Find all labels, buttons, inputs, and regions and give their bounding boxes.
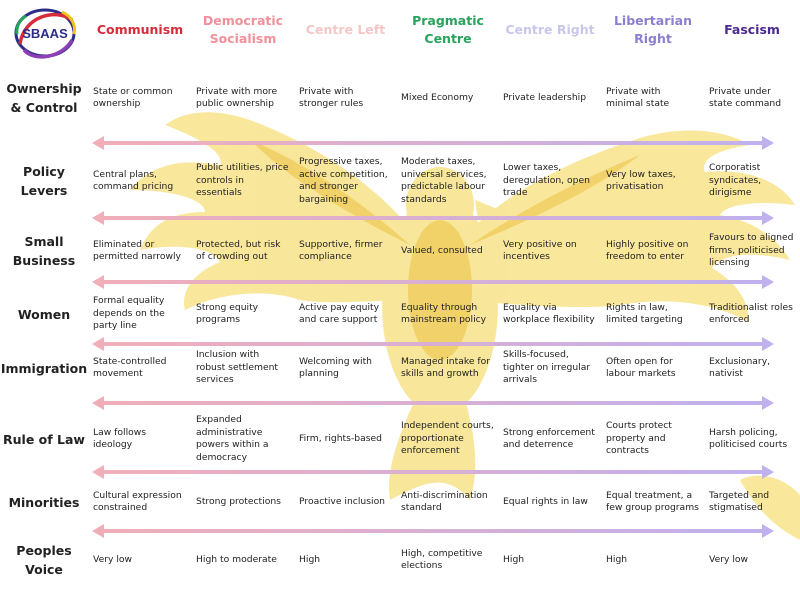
grid-cell: Cultural expression constrained bbox=[93, 489, 182, 513]
grid-cell: Independent courts, proportionate enforcement bbox=[401, 420, 494, 457]
grid-cell: Managed intake for skills and growth bbox=[401, 355, 491, 379]
row-label-small-business: Small Business bbox=[12, 234, 76, 268]
sbaas-logo-mark bbox=[12, 4, 78, 60]
grid-cell: Very low bbox=[709, 553, 749, 565]
grid-cell: State-controlled movement bbox=[93, 355, 167, 379]
grid-cell: High to moderate bbox=[196, 553, 277, 565]
grid-cell: Moderate taxes, universal services, predictable labour standards bbox=[401, 156, 487, 205]
grid-cell: High bbox=[503, 553, 525, 565]
grid-cell: Equality through mainstream policy bbox=[401, 301, 487, 325]
grid-cell: Courts protect property and contracts bbox=[606, 420, 672, 457]
grid-cell: Exclusionary, nativist bbox=[709, 355, 771, 379]
grid-cell: Very positive on incentives bbox=[503, 238, 577, 262]
sbaas-logo bbox=[12, 4, 78, 60]
grid-cell: Equal treatment, a few group programs bbox=[606, 489, 699, 513]
grid-cell: Strong equity programs bbox=[196, 301, 259, 325]
grid-cell: Private with stronger rules bbox=[299, 85, 364, 109]
grid-cell: Harsh policing, politicised courts bbox=[709, 426, 788, 450]
grid-cell: High, competitive elections bbox=[401, 547, 483, 571]
grid-cell: Eliminated or permitted narrowly bbox=[93, 238, 181, 262]
row-label-immigration: Immigration bbox=[0, 360, 88, 376]
grid-cell: Welcoming with planning bbox=[299, 355, 372, 379]
grid-cell: Mixed Economy bbox=[401, 91, 474, 103]
grid-cell: Private leadership bbox=[503, 91, 587, 103]
grid-cell: High bbox=[299, 553, 321, 565]
row-label-ownership-control: Ownership & Control bbox=[6, 81, 82, 115]
grid-cell: Equality via workplace flexibility bbox=[503, 301, 595, 325]
grid-cell: Law follows ideology bbox=[93, 426, 147, 450]
grid-cell: Private with more public ownership bbox=[196, 85, 278, 109]
grid-cell: Often open for labour markets bbox=[606, 355, 676, 379]
row-label-peoples-voice: Peoples Voice bbox=[16, 543, 72, 577]
grid-cell: High bbox=[606, 553, 628, 565]
logo-text: SBAAS bbox=[22, 26, 68, 41]
grid-cell: Traditionalist roles enforced bbox=[709, 301, 793, 325]
grid-cell: Active pay equity and care support bbox=[299, 301, 380, 325]
column-header-fascism: Fascism bbox=[724, 22, 780, 37]
grid-cell: Equal rights in law bbox=[503, 495, 588, 507]
grid-cell: Proactive inclusion bbox=[299, 495, 386, 507]
column-header-democratic-socialism: Democratic Socialism bbox=[202, 13, 284, 46]
grid-cell: Firm, rights-based bbox=[299, 432, 382, 444]
grid-cell: Public utilities, price controls in essentials bbox=[196, 162, 289, 199]
grid-cell: Inclusion with robust settlement services bbox=[196, 349, 279, 386]
row-label-minorities: Minorities bbox=[8, 494, 80, 510]
grid-cell: Valued, consulted bbox=[401, 244, 483, 256]
grid-cell: Formal equality depends on the party line bbox=[93, 295, 165, 332]
row-label-women: Women bbox=[17, 306, 71, 322]
grid-cell: Targeted and stigmatised bbox=[709, 489, 770, 513]
grid-cell: State or common ownership bbox=[93, 85, 173, 109]
grid-cell: Supportive, firmer compliance bbox=[299, 238, 383, 262]
grid-cell: Central plans, command pricing bbox=[93, 168, 174, 192]
grid-cell: Skills-focused, tighter on irregular arrivals bbox=[503, 349, 591, 386]
grid-cell: Private with minimal state bbox=[606, 85, 670, 109]
grid-cell: Highly positive on freedom to enter bbox=[606, 238, 689, 262]
grid-cell: Very low taxes, privatisation bbox=[606, 168, 676, 192]
row-label-policy-levers: Policy Levers bbox=[20, 164, 68, 198]
grid-cell: Private under state command bbox=[709, 85, 782, 109]
grid-cell: Strong protections bbox=[196, 495, 281, 507]
grid-cell: Rights in law, limited targeting bbox=[606, 301, 683, 325]
grid-cell: Favours to aligned firms, politicised licensing bbox=[709, 232, 794, 269]
grid-cell: Expanded administrative powers within a democracy bbox=[196, 414, 269, 463]
column-header-communism: Communism bbox=[96, 22, 184, 37]
grid-cell: Very low bbox=[93, 553, 133, 565]
row-label-rule-of-law: Rule of Law bbox=[3, 431, 85, 447]
column-header-centre-right: Centre Right bbox=[505, 22, 595, 37]
column-header-pragmatic-centre: Pragmatic Centre bbox=[412, 13, 484, 46]
grid-cell: Progressive taxes, active competition, and stronger bargaining bbox=[299, 156, 388, 205]
column-header-libertarian-right: Libertarian Right bbox=[613, 13, 693, 46]
grid-cell: Anti-discrimination standard bbox=[401, 489, 488, 513]
grid-cell: Strong enforcement and deterrence bbox=[503, 426, 595, 450]
column-header-centre-left: Centre Left bbox=[305, 22, 386, 37]
grid-cell: Protected, but risk of crowding out bbox=[196, 238, 281, 262]
grid-cell: Corporatist syndicates, dirigisme bbox=[709, 162, 762, 199]
grid-cell: Lower taxes, deregulation, open trade bbox=[503, 162, 590, 199]
